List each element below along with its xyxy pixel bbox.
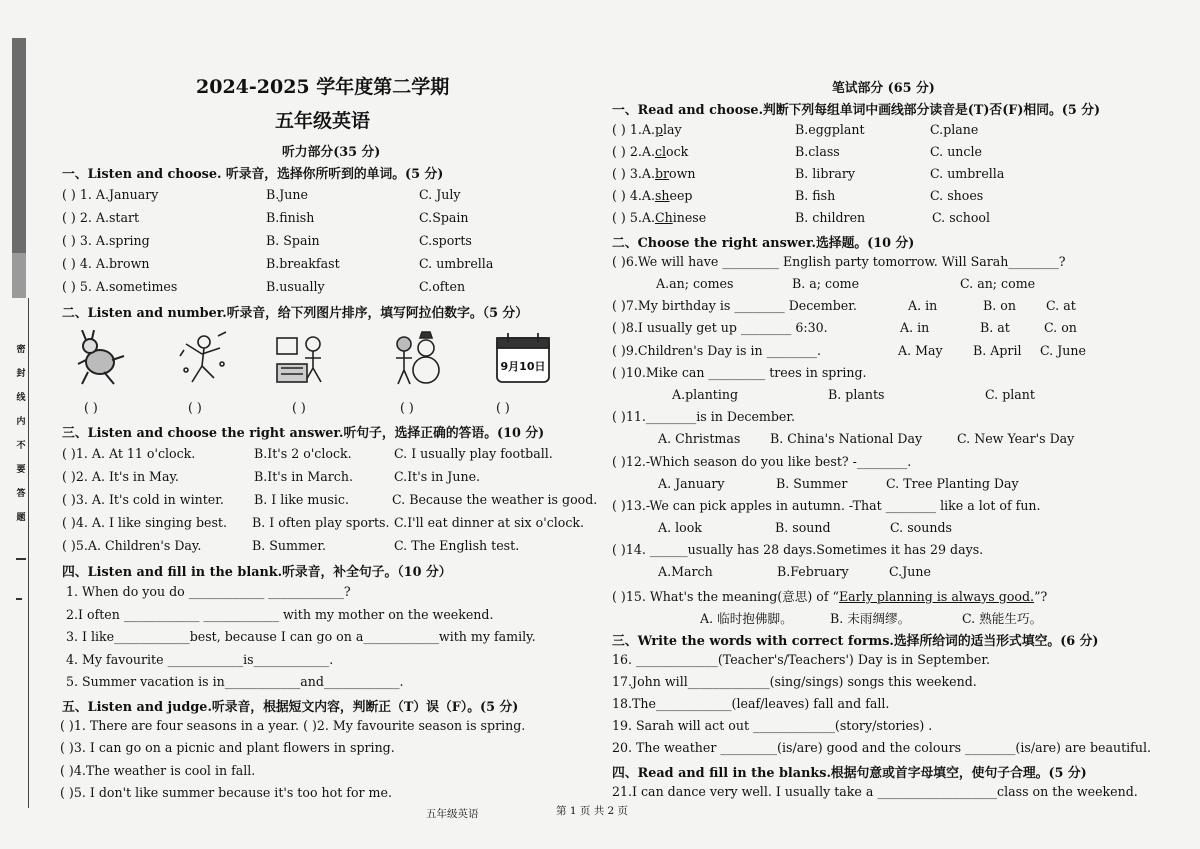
- question-item: ( )4. A. I like singing best.: [62, 515, 227, 530]
- option-b: B.usually: [266, 279, 325, 294]
- question-item: ( )5.A. Children's Day.: [62, 538, 202, 553]
- mc-option: A. 临时抱佛脚。: [700, 611, 793, 626]
- option-b: B.eggplant: [795, 122, 865, 137]
- mc-option: C. Tree Planting Day: [886, 476, 1019, 491]
- option-c: C. I usually play football.: [394, 446, 553, 461]
- mc-question: ( )15. What's the meaning(意思) of “Early planning is always good.”?: [612, 589, 1048, 604]
- written-part-title: 笔试部分 (65 分): [832, 81, 935, 96]
- footer-page-number: 第 1 页 共 2 页: [556, 805, 629, 817]
- option-c: C.Spain: [419, 210, 469, 225]
- option-c: C. umbrella: [419, 256, 494, 271]
- option-b: B.class: [795, 144, 840, 159]
- mc-option: A. look: [658, 520, 702, 535]
- mc-option: C. on: [1044, 320, 1077, 335]
- mc-option: A. in: [908, 298, 938, 313]
- mc-option: C. an; come: [960, 276, 1036, 291]
- option-c: C. umbrella: [930, 166, 1005, 181]
- option-c: C. school: [932, 210, 991, 225]
- mc-question: ( )13.-We can pick apples in autumn. -That ________ like a lot of fun.: [612, 498, 1041, 513]
- question-item: ( )3. A. It's cold in winter.: [62, 492, 224, 507]
- question-item: ( ) 1.A.play: [612, 122, 682, 137]
- picture-boy-at-desk: [275, 330, 329, 386]
- mc-option: C. 熟能生巧。: [962, 611, 1043, 626]
- section-title: 四、Read and fill in the blanks.根据句意或首字母填空，使句子合理。(5 分): [612, 766, 1087, 781]
- option-b: B.finish: [266, 210, 315, 225]
- option-c: C.plane: [930, 122, 979, 137]
- option-b: B.It's in March.: [254, 469, 353, 484]
- option-b: B. Spain: [266, 233, 320, 248]
- mc-option: B.February: [777, 564, 849, 579]
- question-item: ( ) 3. A.spring: [62, 233, 150, 248]
- mc-option: C. New Year's Day: [957, 431, 1075, 446]
- section-title: 四、Listen and fill in the blank.听录音，补全句子。（10 分）: [62, 565, 452, 580]
- binding-bar: [12, 38, 26, 253]
- mc-option: B. China's National Day: [770, 431, 923, 446]
- mc-option: B. sound: [775, 520, 831, 535]
- picture-snowman-and-child: [390, 330, 444, 386]
- word-form-line: 19. Sarah will act out _____________(story/stories) .: [612, 718, 933, 733]
- option-c: C.sports: [419, 233, 472, 248]
- mc-question: ( )11.________is in December.: [612, 409, 796, 424]
- fill-blank-line: 1. When do you do ____________ ____________?: [66, 584, 351, 599]
- mc-option: B. a; come: [792, 276, 860, 291]
- picture-dancing-girl: [178, 330, 232, 386]
- option-b: B. fish: [795, 188, 836, 203]
- answer-bracket: ( ): [292, 400, 306, 415]
- option-b: B.breakfast: [266, 256, 340, 271]
- option-c: C. The English test.: [394, 538, 520, 553]
- binding-margin: [6, 38, 32, 808]
- mc-option: C. at: [1046, 298, 1076, 313]
- calendar-date-text: 9月10日: [500, 360, 546, 373]
- fill-blank-line: 5. Summer vacation is in____________and____________.: [66, 674, 404, 689]
- option-b: B. Summer.: [252, 538, 326, 553]
- answer-bracket: ( ): [400, 400, 414, 415]
- mc-option: A. in: [900, 320, 930, 335]
- question-item: ( ) 2. A.start: [62, 210, 140, 225]
- judge-line: ( )3. I can go on a picnic and plant flowers in spring.: [60, 740, 395, 755]
- binding-seal-text: 密封线内不要答题: [16, 345, 26, 523]
- mc-question: ( )8.I usually get up ________ 6:30.: [612, 320, 828, 335]
- binding-tick: [16, 558, 26, 560]
- answer-bracket: ( ): [188, 400, 202, 415]
- word-form-line: 20. The weather _________(is/are) good and the colours ________(is/are) are beautiful.: [612, 740, 1151, 755]
- option-b: B. I often play sports.: [252, 515, 390, 530]
- mc-question: ( )7.My birthday is ________ December.: [612, 298, 857, 313]
- word-form-line: 18.The____________(leaf/leaves) fall and fall.: [612, 696, 890, 711]
- option-b: B. children: [795, 210, 866, 225]
- fill-blank-line: 4. My favourite ____________is____________.: [66, 652, 334, 667]
- picture-calendar: [494, 330, 552, 386]
- question-item: ( ) 3.A.brown: [612, 166, 696, 181]
- option-c: C. shoes: [930, 188, 984, 203]
- section-title: 二、Listen and number.听录音，给下列图片排序，填写阿拉伯数字。（5 分）: [62, 306, 529, 321]
- mc-option: C. sounds: [890, 520, 952, 535]
- section-title: 三、Write the words with correct forms.选择所给词的适当形式填空。(6 分): [612, 634, 1099, 649]
- question-item: ( )1. A. At 11 o'clock.: [62, 446, 196, 461]
- option-b: B. I like music.: [254, 492, 349, 507]
- judge-line: ( )5. I don't like summer because it's too hot for me.: [60, 785, 392, 800]
- question-item: ( ) 5.A.Chinese: [612, 210, 707, 225]
- question-item: ( ) 1. A.January: [62, 187, 159, 202]
- binding-bar-light: [12, 253, 26, 298]
- option-b: B. library: [795, 166, 856, 181]
- section-title: 三、Listen and choose the right answer.听句子，选择正确的答语。(10 分): [62, 426, 545, 441]
- option-c: C.often: [419, 279, 466, 294]
- mc-question: ( )14. ______usually has 28 days.Sometimes it has 29 days.: [612, 542, 984, 557]
- judge-line: ( )1. There are four seasons in a year. ( )2. My favourite season is spring.: [60, 718, 526, 733]
- exam-subject-title: 五年级英语: [275, 110, 371, 132]
- binding-line: [28, 298, 29, 808]
- fill-blank-line: 3. I like____________best, because I can go on a____________with my family.: [66, 629, 536, 644]
- mc-option: A.an; comes: [656, 276, 734, 291]
- mc-question: ( )9.Children's Day is in ________.: [612, 343, 821, 358]
- question-item: ( )2. A. It's in May.: [62, 469, 179, 484]
- mc-option: A.planting: [672, 387, 739, 402]
- option-b: B.It's 2 o'clock.: [254, 446, 352, 461]
- answer-bracket: ( ): [496, 400, 510, 415]
- mc-option: C. June: [1040, 343, 1086, 358]
- mc-option: B. Summer: [776, 476, 848, 491]
- option-c: C.I'll eat dinner at six o'clock.: [394, 515, 585, 530]
- mc-option: A. May: [898, 343, 943, 358]
- mc-option: B. at: [980, 320, 1010, 335]
- section-title: 二、Choose the right answer.选择题。(10 分): [612, 236, 915, 251]
- mc-question: ( )6.We will have _________ English party tomorrow. Will Sarah________?: [612, 254, 1066, 269]
- fill-blank-line: 21.I can dance very well. I usually take a ___________________class on the weekend.: [612, 784, 1138, 799]
- section-title: 一、Listen and choose. 听录音，选择你所听到的单词。(5 分): [62, 167, 444, 182]
- question-item: ( ) 2.A.clock: [612, 144, 689, 159]
- question-item: ( ) 4.A.sheep: [612, 188, 693, 203]
- option-c: C.It's in June.: [394, 469, 481, 484]
- section-title: 五、Listen and judge.听录音，根据短文内容，判断正（T）误（F）。(5 分): [62, 700, 519, 715]
- mc-option: B. on: [983, 298, 1016, 313]
- word-form-line: 17.John will_____________(sing/sings) songs this weekend.: [612, 674, 977, 689]
- mc-question: ( )10.Mike can _________ trees in spring.: [612, 365, 867, 380]
- question-item: ( ) 4. A.brown: [62, 256, 150, 271]
- picture-rabbit-running: [74, 330, 128, 386]
- fill-blank-line: 2.I often ____________ ____________ with my mother on the weekend.: [66, 607, 494, 622]
- mc-option: B. 未雨绸缪。: [830, 611, 911, 626]
- question-item: ( ) 5. A.sometimes: [62, 279, 178, 294]
- judge-line: ( )4.The weather is cool in fall.: [60, 763, 256, 778]
- word-form-line: 16. _____________(Teacher's/Teachers') Day is in September.: [612, 652, 990, 667]
- option-b: B.June: [266, 187, 308, 202]
- mc-option: A. January: [658, 476, 725, 491]
- mc-option: B. April: [973, 343, 1022, 358]
- mc-option: C. plant: [985, 387, 1035, 402]
- option-c: C. Because the weather is good.: [392, 492, 598, 507]
- mc-option: A.March: [658, 564, 713, 579]
- mc-option: B. plants: [828, 387, 885, 402]
- option-c: C. uncle: [930, 144, 982, 159]
- answer-bracket: ( ): [84, 400, 98, 415]
- section-title: 一、Read and choose.判断下列每组单词中画线部分读音是(T)否(F)相同。(5 分): [612, 103, 1101, 118]
- listening-part-title: 听力部分(35 分): [282, 145, 381, 160]
- mc-option: C.June: [889, 564, 931, 579]
- option-c: C. July: [419, 187, 461, 202]
- exam-year-title: 2024-2025 学年度第二学期: [196, 76, 450, 98]
- binding-tick: [16, 598, 22, 600]
- mc-option: A. Christmas: [658, 431, 741, 446]
- mc-question: ( )12.-Which season do you like best? -________.: [612, 454, 912, 469]
- footer-subject: 五年级英语: [426, 808, 479, 820]
